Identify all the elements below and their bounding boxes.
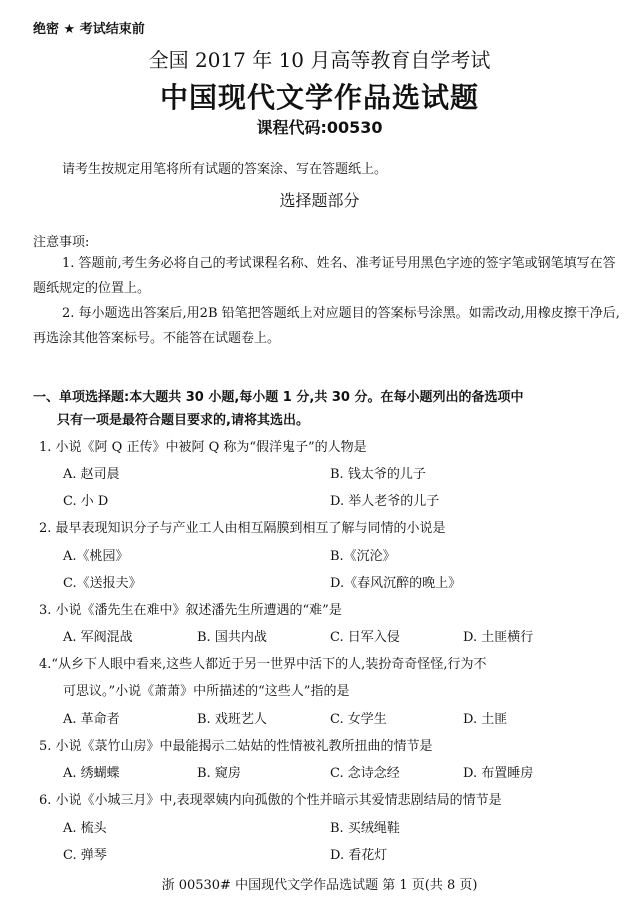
question-5-option-c: C. 念诗念经: [330, 766, 400, 781]
question-6-stem: 6. 小说《小城三月》中,表现翠姨内向孤傲的个性并暗示其爱情悲剧结局的情节是: [39, 793, 502, 808]
question-4-option-a: A. 革命者: [63, 712, 120, 727]
exam-title: 全国 2017 年 10 月高等教育自学考试: [148, 48, 491, 72]
question-4-option-c: C. 女学生: [330, 712, 387, 727]
question-4-option-d: D. 土匪: [463, 712, 508, 727]
question-2-option-b: B.《沉沦》: [330, 549, 396, 564]
course-code: 课程代码:00530: [256, 118, 383, 137]
question-1-option-a: A. 赵司晨: [63, 467, 120, 482]
question-2-option-d: D.《春风沉醉的晚上》: [330, 576, 462, 591]
question-3-stem: 3. 小说《潘先生在难中》叙述潘先生所遭遇的“难”是: [39, 603, 342, 618]
question-5-stem: 5. 小说《菉竹山房》中最能揭示二姑姑的性情被礼教所扭曲的情节是: [39, 739, 433, 754]
question-2-stem: 2. 最早表现知识分子与产业工人由相互隔膜到相互了解与同情的小说是: [39, 521, 446, 536]
question-3-option-b: B. 国共内战: [197, 630, 267, 645]
part1-heading: 一、单项选择题:本大题共 30 小题,每小题 1 分,共 30 分。在每小题列出的备选项中: [33, 390, 524, 405]
question-5-option-a: A. 绣蝴蝶: [63, 766, 120, 781]
notice-item-1: 1. 答题前,考生务必将自己的考试课程名称、姓名、准考证号用黑色字迹的签字笔或钢笔填写在答题纸规定的位置上。: [33, 256, 616, 296]
question-3-option-d: D. 土匪横行: [463, 630, 534, 645]
subject-title: 中国现代文学作品选试题: [159, 81, 479, 114]
question-1-option-b: B. 钱太爷的儿子: [330, 467, 426, 482]
question-2-option-c: C.《送报夫》: [63, 576, 142, 591]
question-6-option-c: C. 弹琴: [63, 848, 107, 863]
part1-heading-cont: 只有一项是最符合题目要求的,请将其选出。: [57, 413, 309, 428]
question-1-stem: 1. 小说《阿 Q 正传》中被阿 Q 称为“假洋鬼子”的人物是: [39, 440, 367, 455]
question-3-option-c: C. 日军入侵: [330, 630, 400, 645]
page-footer: 浙 00530# 中国现代文学作品选试题 第 1 页(共 8 页): [161, 878, 478, 893]
question-5-option-d: D. 布置睡房: [463, 766, 534, 781]
question-5-option-b: B. 窥房: [197, 766, 241, 781]
question-1-option-c: C. 小 D: [63, 494, 109, 509]
question-3-option-a: A. 军阀混战: [63, 630, 133, 645]
question-4-option-b: B. 戏班艺人: [197, 712, 267, 727]
question-6-option-a: A. 梳头: [63, 821, 107, 836]
question-4-stem-cont: 可思议。”小说《萧萧》中所描述的“这些人”指的是: [63, 684, 350, 699]
question-1-option-d: D. 举人老爷的儿子: [330, 494, 440, 509]
instruction-text: 请考生按规定用笔将所有试题的答案涂、写在答题纸上。: [62, 162, 388, 177]
section-title: 选择题部分: [279, 191, 360, 210]
question-4-stem: 4.“从乡下人眼中看来,这些人都近于另一世界中活下的人,装扮奇奇怪怪,行为不: [39, 657, 487, 672]
notice-heading: 注意事项:: [33, 235, 90, 250]
question-2-option-a: A.《桃园》: [63, 549, 129, 564]
question-6-option-b: B. 买绒绳鞋: [330, 821, 400, 836]
confidential-label: 绝密 ★ 考试结束前: [33, 22, 145, 37]
notice-item-2: 2. 每小题选出答案后,用2B 铅笔把答题纸上对应题目的答案标号涂黑。如需改动,用橡皮擦干净后,再选涂其他答案标号。不能答在试题卷上。: [33, 306, 620, 346]
question-6-option-d: D. 看花灯: [330, 848, 388, 863]
